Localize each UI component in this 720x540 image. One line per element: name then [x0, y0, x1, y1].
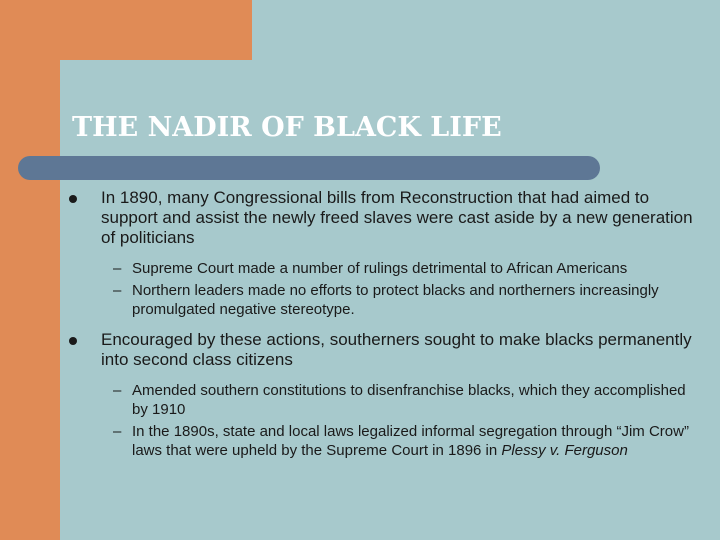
bullet-1-text: In 1890, many Congressional bills from Reconstruction that had aimed to support and assist the newly freed slaves were cast aside by a new generation of politicians [101, 188, 693, 247]
dash-icon: – [113, 423, 122, 440]
sub-bullet-1-2-text: Northern leaders made no efforts to protect blacks and northerners increasingly promulgated negative stereotype. [132, 282, 659, 318]
slide-content [60, 188, 700, 460]
bullet-dot-icon [69, 337, 77, 345]
sub-bullet-1-1 [60, 259, 700, 278]
sub-bullet-1-1-text: Supreme Court made a number of rulings detrimental to African Americans [132, 260, 628, 277]
sub-bullet-2-2-text: In the 1890s, state and local laws legalized informal segregation through “Jim Crow” laws that were upheld by the Supreme Court in 1896 in [132, 423, 689, 459]
case-name: Plessy v. Ferguson [501, 442, 628, 459]
bullet-2 [60, 330, 700, 370]
bullet-dot-icon [69, 195, 77, 203]
slide-title: THE NADIR OF BLACK LIFE [72, 112, 502, 143]
sub-bullet-2-2 [60, 422, 700, 460]
dash-icon: – [113, 260, 122, 277]
dash-icon: – [113, 282, 122, 299]
bullet-1 [60, 188, 700, 248]
decorative-orange-top [0, 0, 252, 60]
decorative-orange-strip [0, 0, 60, 540]
bullet-2-text: Encouraged by these actions, southerners sought to make blacks permanently into second class citizens [101, 330, 692, 369]
sub-bullet-2-1 [60, 381, 700, 419]
sub-bullet-1-2 [60, 281, 700, 319]
dash-icon: – [113, 382, 122, 399]
title-underline-bar [18, 156, 600, 180]
sub-bullet-2-1-text: Amended southern constitutions to disenfranchise blacks, which they accomplished by 1910 [132, 382, 686, 418]
